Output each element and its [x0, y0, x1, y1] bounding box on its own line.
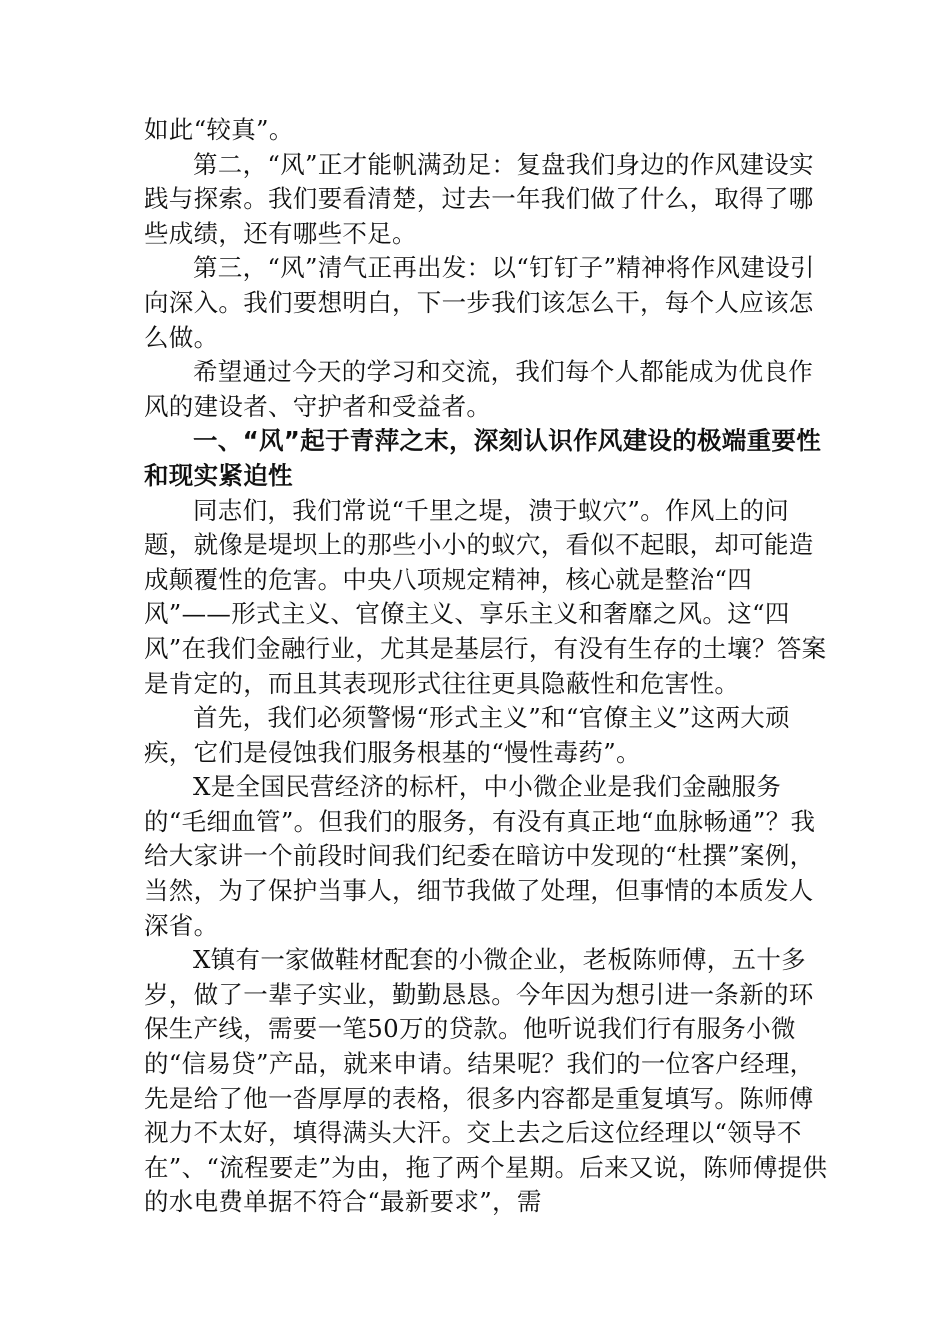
paragraph-2: 第二，“风”正才能帆满劲足：复盘我们身边的作风建设实践与探索。我们要看清楚，过去一年我们做了什么，取得了哪些成绩，还有哪些不足。	[144, 149, 814, 248]
paragraph-8: X是全国民营经济的标杆，中小微企业是我们金融服务的“毛细血管”。但我们的服务，有没有真正地“血脉畅通”？我给大家讲一个前段时间我们纪委在暗访中发现的“杜撰”案例，当然，为了保护当事人，细节我做了处理，但事情的本质发人深省。	[144, 772, 816, 940]
paragraph-6: 同志们，我们常说“千里之堤，溃于蚁穴”。作风上的问题，就像是堤坝上的那些小小的蚁穴，看似不起眼，却可能造成颠覆性的危害。中央八项规定精神，核心就是整治“四风”——形式主义、官僚主义、享乐主义和奢靡之风。这“四风”在我们金融行业，尤其是基层行，有没有生存的土壤？答案是肯定的，而且其表现形式往往更具隐蔽性和危害性。	[144, 495, 827, 698]
paragraph-1: 如此“较真”。	[144, 115, 294, 144]
paragraph-3: 第三，“风”清气正再出发：以“钉钉子”精神将作风建设引向深入。我们要想明白，下一步我们该怎么干，每个人应该怎么做。	[144, 253, 815, 352]
paragraph-7: 首先，我们必须警惕“形式主义”和“官僚主义”这两大顽疾，它们是侵蚀我们服务根基的“慢性毒药”。	[144, 703, 790, 767]
paragraph-9: X镇有一家做鞋材配套的小微企业，老板陈师傅，五十多岁，做了一辈子实业，勤勤恳恳。今年因为想引进一条新的环保生产线，需要一笔50万的贷款。他听说我们行有服务小微的“信易贷”产品，就来申请。结果呢？我们的一位客户经理，先是给了他一沓厚厚的表格，很多内容都是重复填写。陈师傅视力不太好，填得满头大汗。交上去之后这位经理以“领导不在”、“流程要走”为由，拖了两个星期。后来又说，陈师傅提供的水电费单据不符合“最新要求”，需	[144, 945, 828, 1217]
document-body	[144, 113, 834, 1220]
paragraph-4: 希望通过今天的学习和交流，我们每个人都能成为优良作风的建设者、守护者和受益者。	[144, 357, 813, 421]
section-heading: 一、“风”起于青萍之末，深刻认识作风建设的极端重要性和现实紧迫性	[144, 426, 822, 490]
